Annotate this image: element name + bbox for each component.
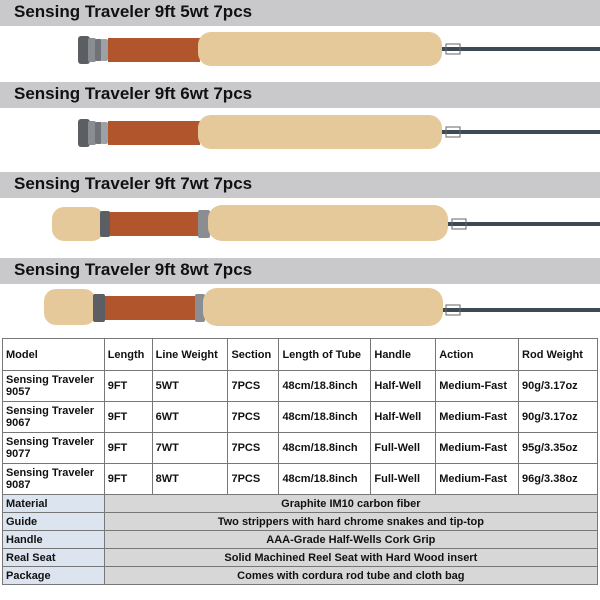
- cell-line-weight: 5WT: [152, 371, 228, 402]
- cell-section: 7PCS: [228, 433, 279, 464]
- header-handle: Handle: [371, 339, 436, 371]
- wood-insert: [108, 121, 200, 145]
- cell-model: Sensing Traveler 9057: [3, 371, 105, 402]
- cell-model: Sensing Traveler 9067: [3, 402, 105, 433]
- cell-action: Medium-Fast: [436, 433, 519, 464]
- cork-grip: [203, 288, 443, 326]
- rod-image-3: [0, 196, 600, 256]
- wood-insert: [110, 212, 200, 236]
- reel-seat-ring: [93, 294, 105, 322]
- cell-handle: Half-Well: [371, 371, 436, 402]
- spec-value: AAA-Grade Half-Wells Cork Grip: [104, 531, 597, 549]
- cell-handle: Full-Well: [371, 433, 436, 464]
- rod-blank: [440, 130, 600, 134]
- reel-seat-ring: [101, 122, 108, 144]
- reel-seat-ring: [101, 39, 108, 61]
- wood-insert: [108, 38, 200, 62]
- table-row: [3, 371, 598, 402]
- rod-blank: [440, 47, 600, 51]
- spec-label: Guide: [3, 513, 105, 531]
- cell-tube-length: 48cm/18.8inch: [279, 402, 371, 433]
- header-length: Length: [104, 339, 152, 371]
- cell-action: Medium-Fast: [436, 402, 519, 433]
- reel-seat-ring: [100, 211, 110, 237]
- rod-title-band-2: [0, 82, 600, 108]
- cell-length: 9FT: [104, 433, 152, 464]
- reel-seat-ring: [95, 122, 102, 144]
- cell-action: Medium-Fast: [436, 464, 519, 495]
- cell-model: Sensing Traveler 9087: [3, 464, 105, 495]
- cell-line-weight: 7WT: [152, 433, 228, 464]
- cork-grip: [198, 115, 442, 149]
- cell-action: Medium-Fast: [436, 371, 519, 402]
- header-tube-length: Length of Tube: [279, 339, 371, 371]
- spec-table: [2, 338, 598, 585]
- header-rod-weight: Rod Weight: [519, 339, 598, 371]
- header-section: Section: [228, 339, 279, 371]
- cell-handle: Half-Well: [371, 402, 436, 433]
- table-header-row: [3, 339, 598, 371]
- spec-label: Material: [3, 495, 105, 513]
- rod-title-band-3: [0, 172, 600, 198]
- spec-value: Two strippers with hard chrome snakes and tip-top: [104, 513, 597, 531]
- rod-blank: [440, 308, 600, 312]
- reel-seat-ring: [88, 121, 96, 145]
- spec-row-handle: [3, 531, 598, 549]
- header-line-weight: Line Weight: [152, 339, 228, 371]
- rod-title-4: Sensing Traveler 9ft 8wt 7pcs: [14, 260, 253, 279]
- cell-section: 7PCS: [228, 402, 279, 433]
- spec-label: Real Seat: [3, 549, 105, 567]
- cell-handle: Full-Well: [371, 464, 436, 495]
- cell-section: 7PCS: [228, 464, 279, 495]
- cell-tube-length: 48cm/18.8inch: [279, 464, 371, 495]
- spec-value: Comes with cordura rod tube and cloth bag: [104, 567, 597, 585]
- spec-label: Package: [3, 567, 105, 585]
- cork-grip: [198, 32, 442, 66]
- fighting-butt-cork: [52, 207, 104, 241]
- cell-line-weight: 8WT: [152, 464, 228, 495]
- spec-row-guide: [3, 513, 598, 531]
- rod-image-2: [0, 106, 600, 166]
- wood-insert: [105, 296, 197, 320]
- rod-image-4: [0, 280, 600, 340]
- cell-section: 7PCS: [228, 371, 279, 402]
- reel-seat-ring: [88, 38, 96, 62]
- cell-length: 9FT: [104, 402, 152, 433]
- spec-row-reel-seat: [3, 549, 598, 567]
- fighting-butt-cork: [44, 289, 96, 325]
- spec-value: Solid Machined Reel Seat with Hard Wood insert: [104, 549, 597, 567]
- header-model: Model: [3, 339, 105, 371]
- spec-row-package: [3, 567, 598, 585]
- table-row: [3, 433, 598, 464]
- cell-rod-weight: 95g/3.35oz: [519, 433, 598, 464]
- cell-tube-length: 48cm/18.8inch: [279, 433, 371, 464]
- table-row: [3, 464, 598, 495]
- cell-length: 9FT: [104, 464, 152, 495]
- cell-tube-length: 48cm/18.8inch: [279, 371, 371, 402]
- header-action: Action: [436, 339, 519, 371]
- cell-length: 9FT: [104, 371, 152, 402]
- rod-image-1: [0, 23, 600, 83]
- spec-row-material: [3, 495, 598, 513]
- spec-label: Handle: [3, 531, 105, 549]
- rod-title-2: Sensing Traveler 9ft 6wt 7pcs: [14, 84, 253, 103]
- cell-line-weight: 6WT: [152, 402, 228, 433]
- table-row: [3, 402, 598, 433]
- reel-seat-ring: [95, 39, 102, 61]
- rod-blank: [446, 222, 600, 226]
- cell-rod-weight: 96g/3.38oz: [519, 464, 598, 495]
- rod-title-3: Sensing Traveler 9ft 7wt 7pcs: [14, 174, 253, 193]
- spec-value: Graphite IM10 carbon fiber: [104, 495, 597, 513]
- cell-rod-weight: 90g/3.17oz: [519, 402, 598, 433]
- cork-grip: [208, 205, 448, 241]
- cell-model: Sensing Traveler 9077: [3, 433, 105, 464]
- cell-rod-weight: 90g/3.17oz: [519, 371, 598, 402]
- rod-title-1: Sensing Traveler 9ft 5wt 7pcs: [14, 2, 253, 21]
